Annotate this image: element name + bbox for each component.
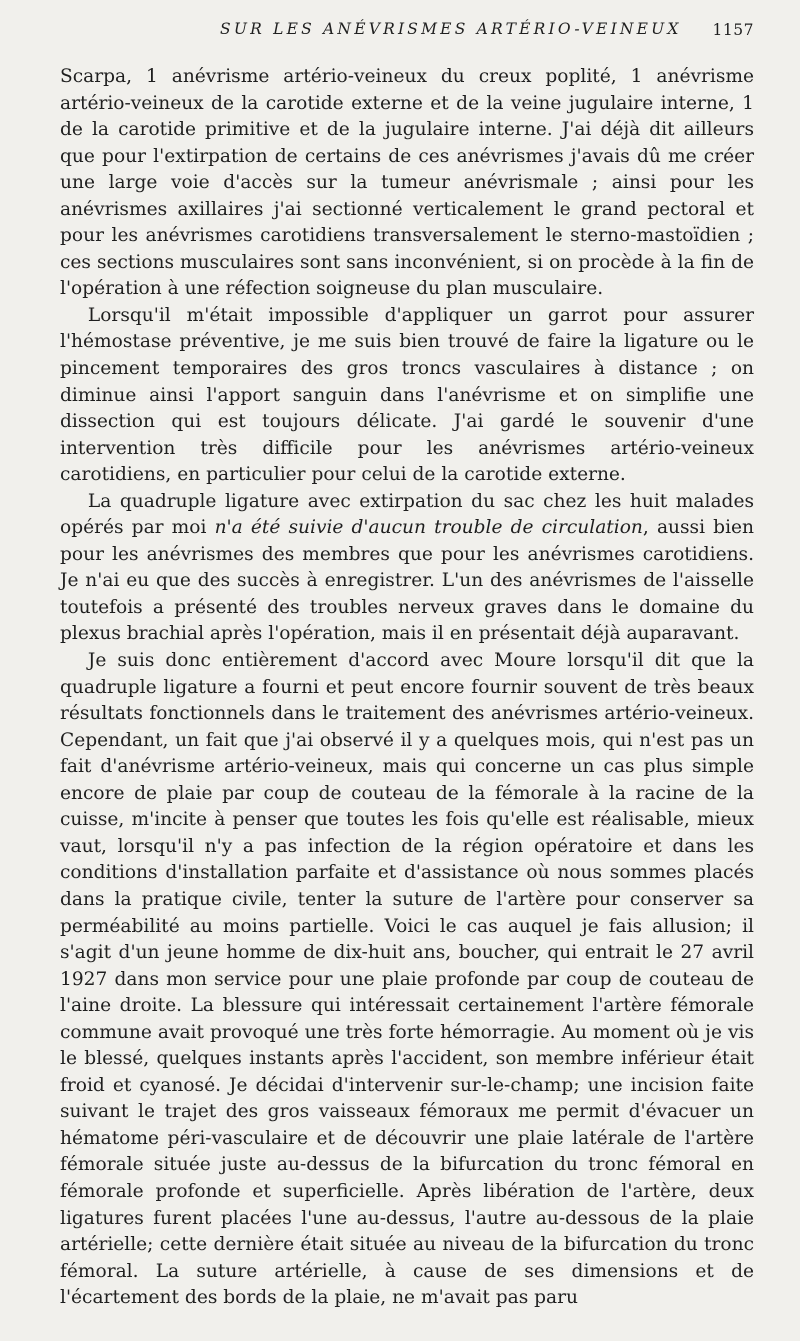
paragraph-1: Scarpa, 1 anévrisme artério-veineux du creux poplité, 1 anévrisme artério-veineux de la carotide externe et de la veine jugulaire interne, 1 de la carotide primitive et de la jugulaire interne. J'ai déjà dit ailleurs que pour l'extirpation de certains de ces anévrismes j'avais dû me créer une large voie d'accès sur la tumeur anévrismale ; ainsi pour les anévrismes axillaires j'ai sectionné verticalement le grand pectoral et pour les anévrismes carotidiens transversalement le sterno-mastoïdien ; ces sections musculaires sont sans inconvénient, si on procède à la fin de l'opération à une réfection soigneuse du plan musculaire. [60, 66, 754, 300]
body-text [60, 64, 754, 1312]
page-header [60, 0, 754, 40]
running-title: SUR LES ANÉVRISMES ARTÉRIO-VEINEUX [220, 20, 682, 38]
paragraph-4: Je suis donc entièrement d'accord avec Moure lorsqu'il dit que la quadruple ligature a fourni et peut encore fournir souvent de très beaux résultats fonctionnels dans le traitement des anévrismes artério-veineux. Cependant, un fait que j'ai observé il y a quelques mois, qui n'est pas un fait d'anévrisme artério-veineux, mais qui concerne un cas plus simple encore de plaie par coup de couteau de la fémorale à la racine de la cuisse, m'incite à penser que toutes les fois qu'elle est réalisable, mieux vaut, lorsqu'il n'y a pas infection de la région opératoire et dans les conditions d'installation parfaite et d'assistance où nous sommes placés dans la pratique civile, tenter la suture de l'artère pour conserver sa perméabilité au moins partielle. Voici le cas auquel je fais allusion; il s'agit d'un jeune homme de dix-huit ans, boucher, qui entrait le 27 avril 1927 dans mon service pour une plaie profonde par coup de couteau de l'aine droite. La blessure qui intéressait certainement l'artère fémorale commune avait provoqué une très forte hémorragie. Au moment où je vis le blessé, quelques instants après l'accident, son membre inférieur était froid et cyanosé. Je décidai d'intervenir sur-le-champ; une incision faite suivant le trajet des gros vaisseaux fémoraux me permit d'évacuer un hématome péri-vasculaire et de découvrir une plaie latérale de l'artère fémorale située juste au-dessus de la bifurcation du tronc fémoral en fémorale profonde et superficielle. Après libération de l'artère, deux ligatures furent placées l'une au-dessus, l'autre au-dessous de la plaie artérielle; cette dernière était située au niveau de la bifurcation du tronc fémoral. La suture artérielle, à cause de ses dimensions et de l'écartement des bords de la plaie, ne m'avait pas paru [60, 650, 754, 1309]
paragraph-3-emphasis: n'a été suivie d'aucun trouble de circulation [214, 517, 643, 539]
paragraph-2: Lorsqu'il m'était impossible d'appliquer un garrot pour assurer l'hémostase préventive, je me suis bien trouvé de faire la ligature ou le pincement temporaires des gros troncs vasculaires à distance ; on diminue ainsi l'apport sanguin dans l'anévrisme et on simplifie une dissection qui est toujours délicate. J'ai gardé le souvenir d'une intervention très difficile pour les anévrismes artério-veineux carotidiens, en particulier pour celui de la carotide externe. [60, 304, 754, 486]
page-number: 1157 [712, 21, 754, 39]
paragraph-3-before: La quadruple ligature avec extirpation du sac chez les huit malades opérés par moi [60, 490, 754, 539]
paragraph-3-after: , aussi bien pour les anévrismes des membres que pour les anévrismes carotidiens. Je n'ai eu que des succès à enregistrer. L'un des anévrismes de l'aisselle toutefois a présenté des troubles nerveux graves dans le domaine du plexus brachial après l'opération, mais il en présentait déjà auparavant. [60, 517, 754, 645]
paragraph-3 [60, 489, 754, 648]
